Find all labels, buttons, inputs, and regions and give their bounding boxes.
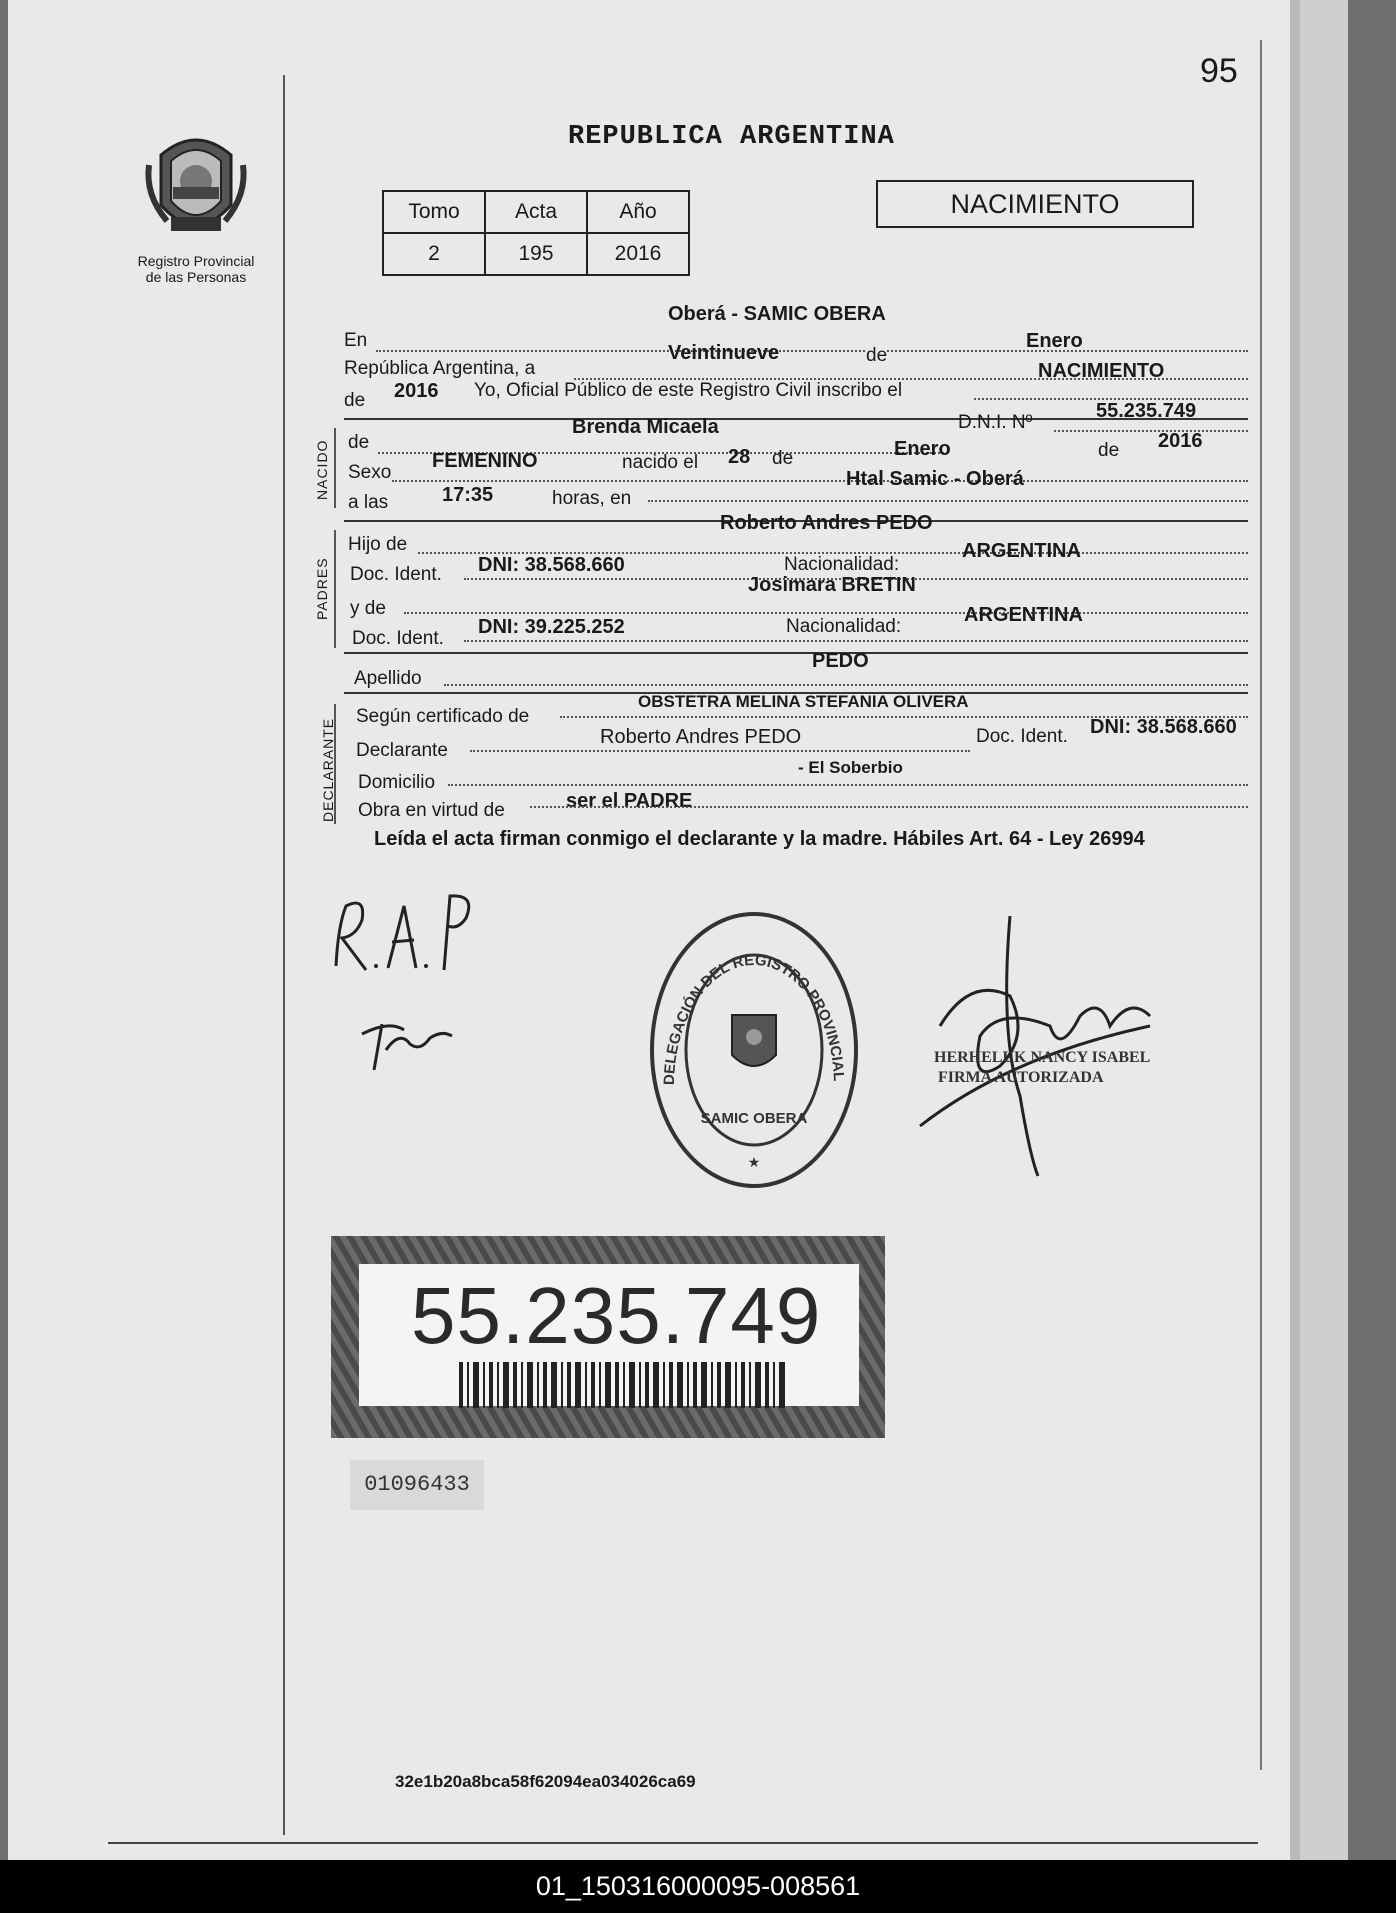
value-inscripcion: NACIMIENTO: [1038, 360, 1165, 382]
label-yo-oficial: Yo, Oficial Público de este Registro Civil inscribo el: [474, 380, 903, 401]
page-bottom-edge: [108, 1842, 1258, 1844]
label-de-mes-nac: de: [772, 448, 794, 469]
label-sexo: Sexo: [348, 462, 392, 483]
value-dia-nac: 28: [728, 446, 751, 468]
label-hijo-de: Hijo de: [348, 534, 408, 555]
header-tomo: Tomo: [383, 191, 485, 233]
dotline: [1054, 430, 1248, 432]
value-mes-nac: Enero: [894, 438, 951, 460]
label-a-las: a las: [348, 492, 389, 513]
record-type-box: NACIMIENTO: [876, 180, 1194, 228]
label-nacionalidad-padre: Nacionalidad:: [784, 554, 900, 575]
dotline: [404, 612, 1248, 614]
svg-text:SAMIC OBERA: SAMIC OBERA: [700, 1110, 808, 1127]
value-madre-dni: DNI: 39.225.252: [478, 616, 625, 638]
barcode-icon: [459, 1362, 789, 1408]
value-anio: 2016: [394, 380, 439, 402]
svg-text:FIRMA AUTORIZADA: FIRMA AUTORIZADA: [938, 1069, 1104, 1086]
page-edge: [1290, 0, 1300, 1860]
initials-handwriting-icon: [326, 886, 486, 986]
value-padre-nac: ARGENTINA: [962, 540, 1081, 562]
page-edge-right: [1300, 0, 1348, 1860]
barcode-number: 55.235.749: [411, 1271, 822, 1360]
dotline: [470, 750, 970, 752]
label-segun-certificado: Según certificado de: [356, 706, 530, 727]
value-declarante: Roberto Andres PEDO: [600, 726, 802, 748]
label-de-anio: de: [344, 390, 366, 411]
mother-signature: [360, 1010, 460, 1081]
label-de-anio-nac: de: [1098, 440, 1120, 461]
value-dni: 55.235.749: [1096, 400, 1197, 422]
record-table-header-row: [383, 191, 689, 233]
registry-logo: [136, 125, 256, 285]
document-page: [8, 0, 1348, 1860]
label-republica: República Argentina, a: [344, 358, 536, 379]
scan-footer-id: 01_150316000095-008561: [0, 1860, 1396, 1913]
value-declarante-dni: DNI: 38.568.660: [1090, 716, 1237, 738]
label-en: En: [344, 330, 368, 351]
barcode-label: [359, 1264, 859, 1406]
record-table: [382, 190, 690, 276]
initials-signature: [326, 886, 486, 991]
logo-caption-line1: Registro Provincial: [137, 253, 255, 269]
dotline: [392, 480, 1248, 482]
value-nombre: Brenda Micaela: [572, 416, 719, 438]
dotline: [376, 350, 1248, 352]
value-dia-letras: Veintinueve: [668, 342, 780, 364]
official-handwritten-signature-icon: [910, 916, 1190, 1186]
label-de-nombre: de: [348, 432, 370, 453]
value-padre-dni: DNI: 38.568.660: [478, 554, 625, 576]
closing-text: Leída el acta firman conmigo el declarante y la madre. Hábiles Art. 64 - Ley 26994: [374, 828, 1145, 850]
page-number: 95: [1200, 52, 1238, 90]
value-lugar-nac: Htal Samic - Oberá: [846, 468, 1024, 490]
official-signature: [910, 916, 1190, 1191]
value-tomo: 2: [383, 233, 485, 275]
section-rule-nacido: [334, 428, 336, 508]
document-hash: 32e1b20a8bca58f62094ea034026ca69: [395, 1772, 696, 1791]
side-label-nacido: NACIDO: [314, 439, 330, 500]
side-label-padres: PADRES: [314, 557, 330, 620]
label-de-mes: de: [866, 345, 888, 366]
value-padre: Roberto Andres PEDO: [720, 512, 933, 534]
barcode-sticker: [331, 1236, 885, 1438]
value-en-virtud: ser el PADRE: [566, 790, 693, 812]
value-madre: Josimara BRETIN: [748, 574, 916, 596]
right-margin-rule: [1260, 40, 1262, 1770]
svg-text:HERHELUK NANCY ISABEL: HERHELUK NANCY ISABEL: [934, 1049, 1151, 1066]
document-title: REPUBLICA ARGENTINA: [568, 122, 895, 152]
registry-stamp: [644, 905, 864, 1200]
svg-text:DELEGACIÓN DEL REGISTRO PROVIN: DELEGACIÓN DEL REGISTRO PROVINCIAL: [660, 951, 848, 1086]
dotline: [444, 684, 1248, 686]
value-apellido: PEDO: [812, 650, 869, 672]
dotline: [464, 640, 1248, 642]
section-rule-padres: [334, 530, 336, 648]
value-madre-nac: ARGENTINA: [964, 604, 1083, 626]
label-doc-ident-padre: Doc. Ident.: [350, 564, 442, 585]
header-acta: Acta: [485, 191, 587, 233]
header-anio: Año: [587, 191, 689, 233]
value-anio: 2016: [587, 233, 689, 275]
svg-text:★: ★: [747, 1154, 761, 1170]
record-table-value-row: [383, 233, 689, 275]
value-sexo: FEMENINO: [432, 450, 538, 472]
label-y-de: y de: [350, 598, 386, 619]
label-declarante: Declarante: [356, 740, 448, 761]
dotline: [648, 500, 1248, 502]
label-apellido: Apellido: [354, 668, 422, 689]
label-nacionalidad-madre: Nacionalidad:: [786, 616, 902, 637]
value-domicilio: - El Soberbio: [798, 758, 903, 777]
value-hora: 17:35: [442, 484, 494, 506]
section-divider: [344, 652, 1248, 654]
value-certificado: OBSTETRA MELINA STEFANIA OLIVERA: [638, 692, 969, 711]
logo-caption-line2: de las Personas: [145, 269, 247, 285]
value-anio-nac: 2016: [1158, 430, 1203, 452]
handwritten-signature-icon: [360, 1010, 460, 1076]
dotline: [448, 784, 1248, 786]
oval-seal-icon: [644, 905, 864, 1195]
side-label-declarante: DECLARANTE: [320, 717, 336, 822]
label-nacido-el: nacido el: [622, 452, 699, 473]
label-domicilio: Domicilio: [358, 772, 436, 793]
label-obra-en-virtud: Obra en virtud de: [358, 800, 505, 821]
label-dni-no: D.N.I. Nº: [958, 412, 1033, 433]
label-horas-en: horas, en: [552, 488, 632, 509]
label-doc-ident-declarante: Doc. Ident.: [976, 726, 1068, 747]
value-acta: 195: [485, 233, 587, 275]
value-mes: Enero: [1026, 330, 1083, 352]
label-doc-ident-madre: Doc. Ident.: [352, 628, 444, 649]
provincia-misiones-seal-icon: [141, 125, 251, 245]
logo-caption: [136, 253, 256, 285]
serial-number: 01096433: [350, 1460, 484, 1510]
left-margin-rule: [283, 75, 285, 1835]
value-lugar: Oberá - SAMIC OBERA: [668, 303, 886, 325]
dotline: [530, 806, 1248, 808]
